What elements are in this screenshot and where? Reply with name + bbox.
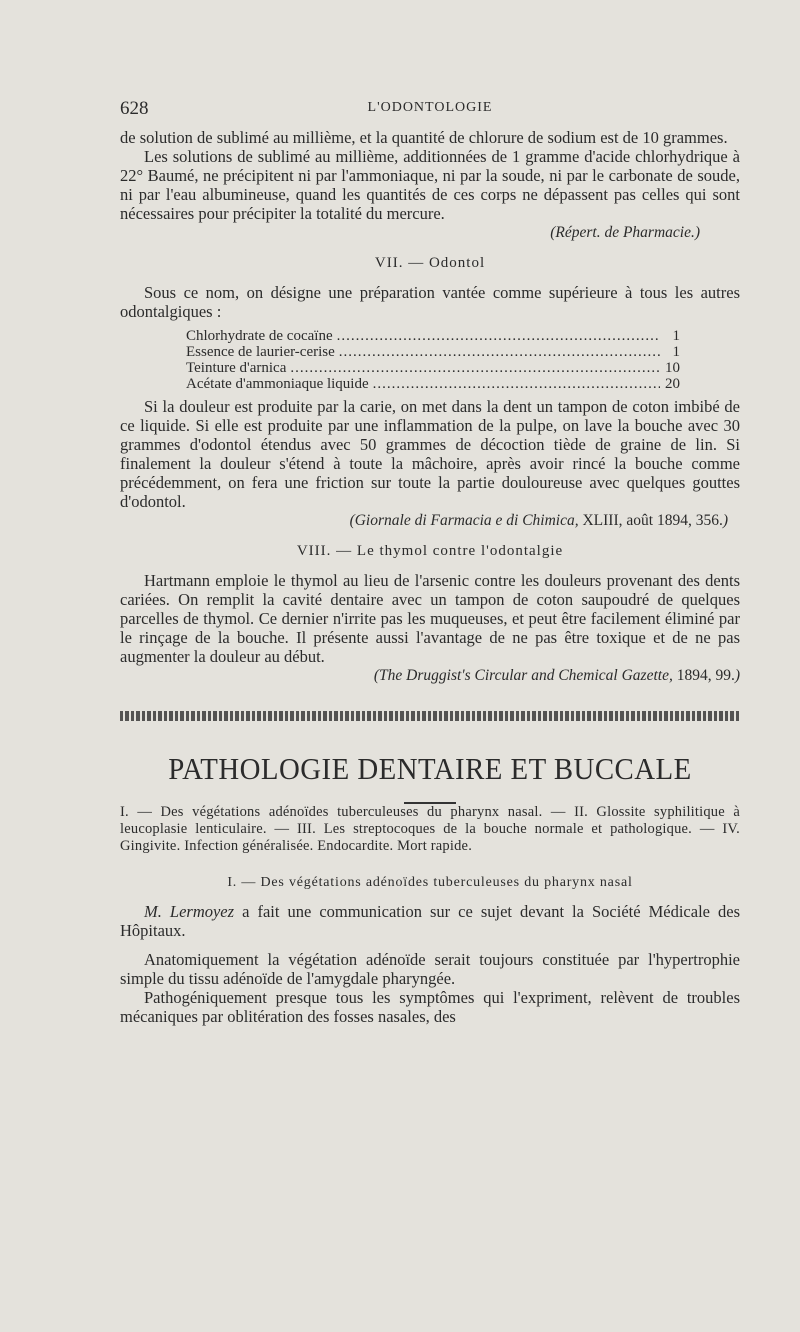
paragraph: de solution de sublimé au millième, et la quantité de chlorure de sodium est de 10 grammes. <box>120 128 728 147</box>
chapter-summary: I. — Des végétations adénoïdes tuberculeuses du pharynx nasal. — II. Glossite syphilitique à leucoplasie lenticulaire. — III. Les streptocoques de la bouche normale et pathologique. — IV. Gingivite. Infection généralisée. Endocardite. Mort rapide. <box>120 804 740 854</box>
recipe-quantity: 10 <box>665 360 680 376</box>
recipe-item <box>186 328 680 344</box>
reference-source: The Druggist's Circular and Chemical Gazette, <box>379 667 673 684</box>
reference-details: 1894, 99. <box>676 667 735 684</box>
recipe-item <box>186 344 680 360</box>
page-number: 628 <box>120 98 149 119</box>
leader-dots <box>337 328 660 344</box>
paragraph-text: a fait une communication sur ce sujet devant la Société Médicale des Hôpitaux. <box>120 902 740 940</box>
recipe-quantity: 1 <box>672 344 680 360</box>
recipe-ingredient: Chlorhydrate de cocaïne <box>186 328 333 344</box>
paragraph: Hartmann emploie le thymol au lieu de l'arsenic contre les douleurs provenant des dents cariées. On remplit la cavité dentaire avec un tampon de coton saupoudré de quelques parcelles de thymol. Ce dernier n'irrite pas les muqueuses, et peut être facilement éliminé par le rinçage de la bouche. Il présente aussi l'avantage de ne pas être toxique et de ne pas augmenter la douleur au début. <box>120 571 740 666</box>
page-body <box>120 128 740 1026</box>
recipe-quantity: 1 <box>672 328 680 344</box>
section-heading-i: I. — Des végétations adénoïdes tuberculeuses du pharynx nasal <box>227 875 633 890</box>
paragraph: Sous ce nom, on désigne une préparation vantée comme supérieure à tous les autres odontalgiques : <box>120 283 740 321</box>
reference: (The Druggist's Circular and Chemical Gazette, 1894, 99.) <box>373 667 740 684</box>
paragraph: Si la douleur est produite par la carie, on met dans la dent un tampon de coton imbibé de ce liquide. Si elle est produite par une inflammation de la pulpe, on lave la bouche avec 30 grammes d'odontol étendus avec 50 grammes de décoction tiède de graine de lin. Si finalement la douleur s'étend à toute la mâchoire, après avoir rincé la bouche comme précédemment, on fera une friction sur toute la partie douloureuse avec quelques gouttes d'odontol. <box>120 397 740 511</box>
paragraph: Les solutions de sublimé au millième, additionnées de 1 gramme d'acide chlorhydrique à 22° Baumé, ne précipitent ni par l'ammoniaque, ni par la soude, ni par le carbonate de soude, ni par l'eau albumineuse, quand les quantités de ces corps ne dépassent pas celles qui sont nécessaires pour précipiter la totalité du mercure. <box>120 147 740 223</box>
paragraph: Pathogéniquement presque tous les symptômes qui l'expriment, relèvent de troubles mécaniques par oblitération des fosses nasales, des <box>120 988 740 1026</box>
paragraph <box>120 902 740 940</box>
author-name: M. Lermoyez <box>144 902 235 921</box>
reference-source: Giornale di Farmacia e di Chimica, <box>354 512 579 529</box>
paragraph: Anatomiquement la végétation adénoïde serait toujours constituée par l'hypertrophie simple du tissu adénoïde de l'amygdale pharyngée. <box>120 950 740 988</box>
leader-dots <box>339 344 660 360</box>
decorative-border <box>120 711 740 721</box>
reference: (Giornale di Farmacia e di Chimica, XLIII, août 1894, 356.) <box>349 512 728 529</box>
recipe-ingredient: Acétate d'ammoniaque liquide <box>186 376 369 392</box>
recipe-ingredient: Essence de laurier-cerise <box>186 344 335 360</box>
running-title: L'ODONTOLOGIE <box>367 100 493 115</box>
leader-dots <box>290 360 660 376</box>
chapter-title: PATHOLOGIE DENTAIRE ET BUCCALE <box>168 751 692 786</box>
page-header <box>120 98 740 122</box>
recipe-quantity: 20 <box>665 376 680 392</box>
reference-details: XLIII, août 1894, 356. <box>582 512 723 529</box>
section-heading-vii: VII. — Odontol <box>374 255 486 271</box>
recipe-item <box>186 360 680 376</box>
recipe-item <box>186 376 680 392</box>
recipe-list <box>186 328 680 392</box>
reference: (Répert. de Pharmacie.) <box>550 224 700 241</box>
section-body <box>120 902 740 1026</box>
leader-dots <box>373 376 660 392</box>
section-heading-viii: VIII. — Le thymol contre l'odontalgie <box>296 543 564 559</box>
recipe-ingredient: Teinture d'arnica <box>186 360 287 376</box>
